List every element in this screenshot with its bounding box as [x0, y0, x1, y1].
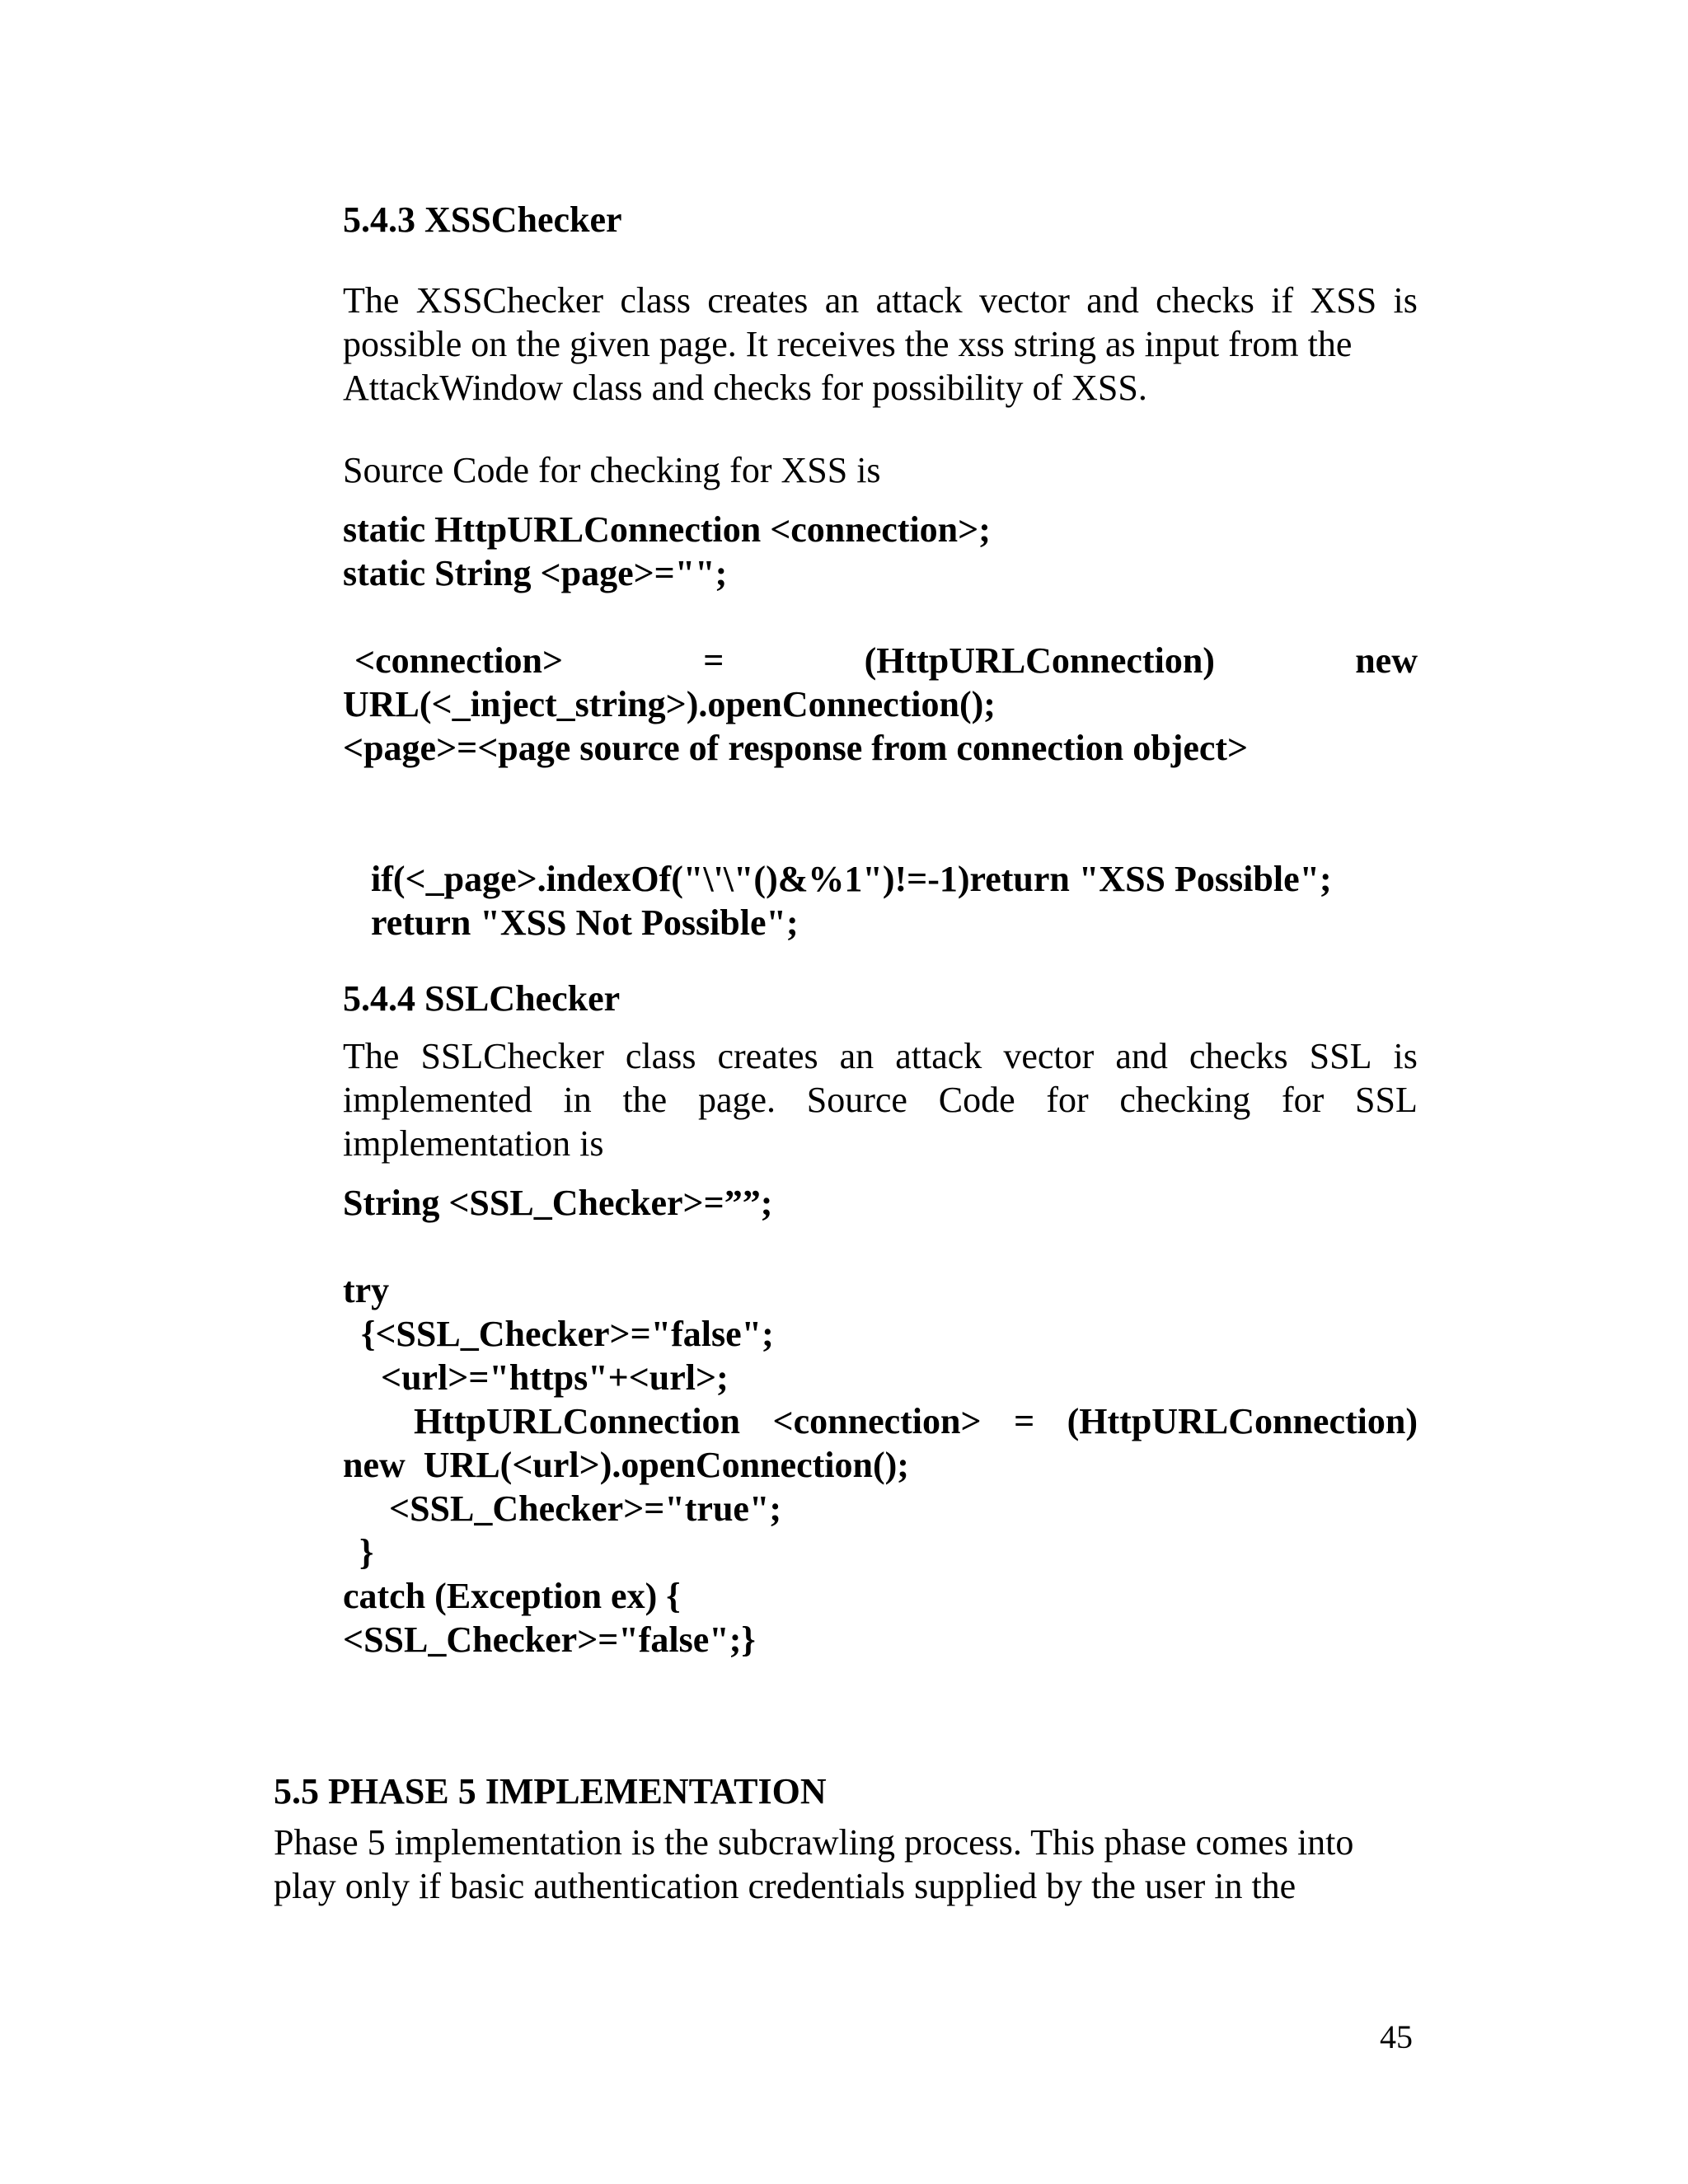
- xss-code-line-1: static HttpURLConnection <connection>;: [343, 509, 991, 550]
- justified-word: in: [563, 1080, 592, 1120]
- ssl-code-line-1: String <SSL_Checker>=””;: [343, 1183, 773, 1223]
- xss-code-line-4: URL(<_inject_string>).openConnection();: [343, 684, 996, 724]
- ssl-code-line-5: [414, 1400, 1418, 1443]
- xss-paragraph-line-1: [343, 279, 1418, 322]
- justified-word: is: [1393, 1036, 1418, 1076]
- phase5-paragraph-line-2: play only if basic authentication credentials supplied by the user in the: [274, 1866, 1296, 1906]
- ssl-paragraph-line-1: [343, 1035, 1418, 1078]
- justified-word: attack: [895, 1036, 982, 1076]
- justified-word: (HttpURLConnection): [864, 640, 1215, 681]
- justified-word: checks: [1189, 1036, 1288, 1076]
- justified-word: new: [1355, 640, 1418, 681]
- justified-word: the: [622, 1080, 668, 1120]
- justified-word: if: [1271, 280, 1294, 321]
- justified-word: checks: [1156, 280, 1254, 321]
- justified-word: page.: [697, 1080, 776, 1120]
- justified-word: Code: [938, 1080, 1015, 1120]
- justified-word: an: [839, 1036, 874, 1076]
- xss-source-intro: Source Code for checking for XSS is: [343, 450, 881, 490]
- justified-word: SSL: [1309, 1036, 1372, 1076]
- justified-word: is: [1393, 280, 1418, 321]
- justified-word: and: [1115, 1036, 1168, 1076]
- justified-word: checking: [1119, 1080, 1251, 1120]
- justified-word: and: [1086, 280, 1139, 321]
- ssl-code-line-4: <url>="https"+<url>;: [381, 1357, 729, 1398]
- justified-word: for: [1281, 1080, 1325, 1120]
- justified-word: for: [1046, 1080, 1089, 1120]
- ssl-code-line-3: {<SSL_Checker>="false";: [361, 1314, 774, 1354]
- justified-word: creates: [717, 1036, 818, 1076]
- ssl-code-line-10: <SSL_Checker>="false";}: [343, 1619, 756, 1660]
- justified-word: <connection>: [772, 1401, 982, 1441]
- ssl-paragraph-line-2: [343, 1079, 1418, 1122]
- xss-code-line-6: if(<_page>.indexOf("\'\"()&%1")!=-1)return "XSS Possible";: [371, 859, 1332, 899]
- ssl-paragraph-line-3: implementation is: [343, 1123, 604, 1164]
- justified-word: The: [343, 1036, 400, 1076]
- ssl-code-line-7: <SSL_Checker>="true";: [389, 1488, 782, 1529]
- justified-word: an: [824, 280, 860, 321]
- justified-word: The: [343, 280, 400, 321]
- xss-code-line-3: [354, 640, 1418, 682]
- phase5-paragraph-line-1: Phase 5 implementation is the subcrawling process. This phase comes into: [274, 1822, 1354, 1863]
- justified-word: (HttpURLConnection): [1067, 1401, 1418, 1441]
- ssl-code-line-9: catch (Exception ex) {: [343, 1576, 681, 1616]
- justified-word: class: [625, 1036, 696, 1076]
- xss-code-line-7: return "XSS Not Possible";: [371, 902, 799, 943]
- section-heading-5-5: 5.5 PHASE 5 IMPLEMENTATION: [274, 1771, 827, 1811]
- ssl-code-line-6: new URL(<url>).openConnection();: [343, 1445, 909, 1485]
- page-number: 45: [1380, 2018, 1413, 2055]
- section-heading-5-4-3: 5.4.3 XSSChecker: [343, 199, 622, 240]
- justified-word: class: [620, 280, 691, 321]
- section-heading-5-4-4: 5.4.4 SSLChecker: [343, 978, 621, 1019]
- justified-word: <connection>: [354, 640, 564, 681]
- justified-word: HttpURLConnection: [414, 1401, 741, 1441]
- justified-word: =: [703, 640, 724, 681]
- xss-code-line-5: <page>=<page source of response from connection object>: [343, 728, 1249, 768]
- justified-word: Source: [806, 1080, 907, 1120]
- xss-paragraph-line-3: AttackWindow class and checks for possibility of XSS.: [343, 368, 1147, 408]
- justified-word: vector: [979, 280, 1070, 321]
- ssl-code-line-2: try: [343, 1270, 390, 1310]
- justified-word: =: [1014, 1401, 1035, 1441]
- xss-code-line-2: static String <page>="";: [343, 553, 728, 593]
- justified-word: vector: [1003, 1036, 1095, 1076]
- justified-word: SSLChecker: [420, 1036, 604, 1076]
- xss-paragraph-line-2: possible on the given page. It receives the xss string as input from the: [343, 324, 1353, 364]
- ssl-code-line-8: }: [359, 1532, 374, 1572]
- justified-word: attack: [875, 280, 963, 321]
- justified-word: implemented: [343, 1080, 532, 1120]
- justified-word: XSS: [1310, 280, 1377, 321]
- justified-word: creates: [707, 280, 809, 321]
- justified-word: XSSChecker: [415, 280, 604, 321]
- justified-word: SSL: [1355, 1080, 1418, 1120]
